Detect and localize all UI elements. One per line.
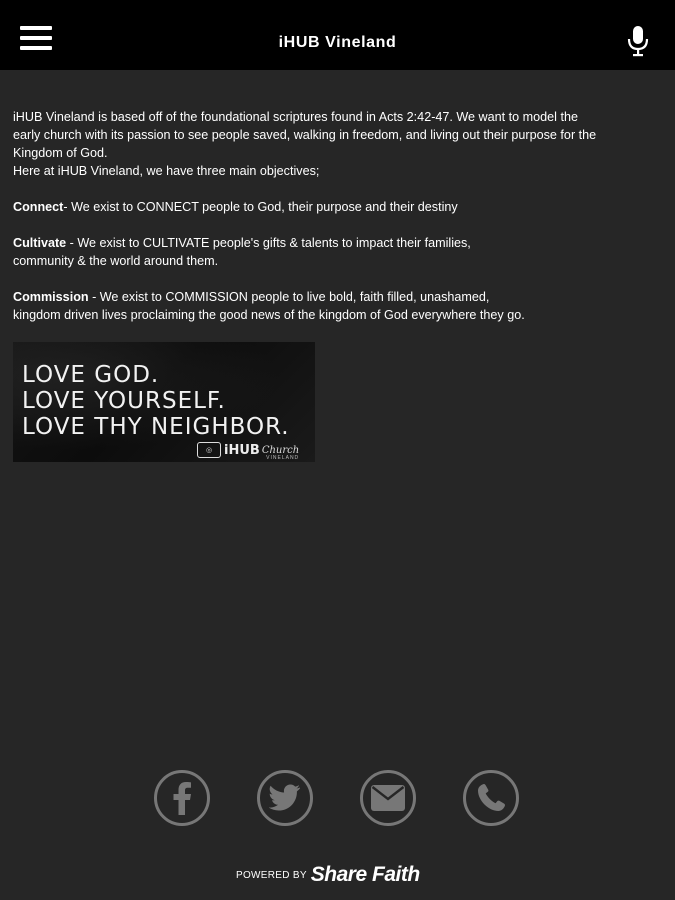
objective-cultivate bbox=[13, 234, 665, 252]
objective-commission bbox=[13, 288, 665, 306]
objective-text: - We exist to CONNECT people to God, their purpose and their destiny bbox=[63, 200, 458, 214]
logo-brand: iHUB bbox=[224, 442, 260, 458]
banner-line: LOVE THY NEIGHBOR. bbox=[22, 414, 290, 440]
intro-text: Kingdom of God. bbox=[13, 146, 108, 160]
objective-label: Connect bbox=[13, 200, 64, 214]
about-content bbox=[13, 108, 665, 324]
intro-text: early church with its passion to see people saved, walking in freedom, and living out their purpose for the bbox=[13, 128, 597, 142]
love-banner-image bbox=[13, 342, 315, 462]
logo-city: VINELAND bbox=[266, 455, 300, 461]
facebook-icon bbox=[169, 781, 195, 815]
powered-by-footer[interactable] bbox=[236, 862, 420, 888]
objective-text: - We exist to COMMISSION people to live bold, faith filled, unashamed, bbox=[88, 290, 490, 304]
phone-icon bbox=[476, 783, 506, 813]
banner-line: LOVE GOD. bbox=[22, 362, 160, 388]
objective-text: community & the world around them. bbox=[13, 254, 219, 268]
microphone-icon[interactable] bbox=[627, 25, 649, 57]
objective-label: Cultivate bbox=[13, 236, 67, 250]
facebook-button[interactable] bbox=[154, 770, 210, 826]
logo-church: Church bbox=[261, 444, 300, 456]
top-app-bar bbox=[0, 0, 675, 70]
powered-by-label: POWERED BY bbox=[236, 869, 307, 881]
email-button[interactable] bbox=[360, 770, 416, 826]
intro-text: Here at iHUB Vineland, we have three main objectives; bbox=[13, 164, 320, 178]
objective-text: - We exist to CULTIVATE people's gifts & talents to impact their families, bbox=[66, 236, 471, 250]
intro-text: iHUB Vineland is based off of the foundational scriptures found in Acts 2:42-47. We want to model the bbox=[13, 110, 578, 124]
objective-text: kingdom driven lives proclaiming the good news of the kingdom of God everywhere they go. bbox=[13, 308, 525, 322]
sharefaith-logo: Share Faith bbox=[310, 863, 420, 886]
page-title: iHUB Vineland bbox=[278, 34, 397, 51]
objective-connect bbox=[13, 198, 665, 216]
twitter-icon bbox=[269, 784, 301, 812]
objective-label: Commission bbox=[13, 290, 89, 304]
logo-badge-icon: ◎ bbox=[197, 442, 221, 458]
ihub-church-logo bbox=[197, 442, 300, 461]
banner-line: LOVE YOURSELF. bbox=[22, 388, 226, 414]
email-icon bbox=[371, 785, 405, 811]
twitter-button[interactable] bbox=[257, 770, 313, 826]
phone-button[interactable] bbox=[463, 770, 519, 826]
